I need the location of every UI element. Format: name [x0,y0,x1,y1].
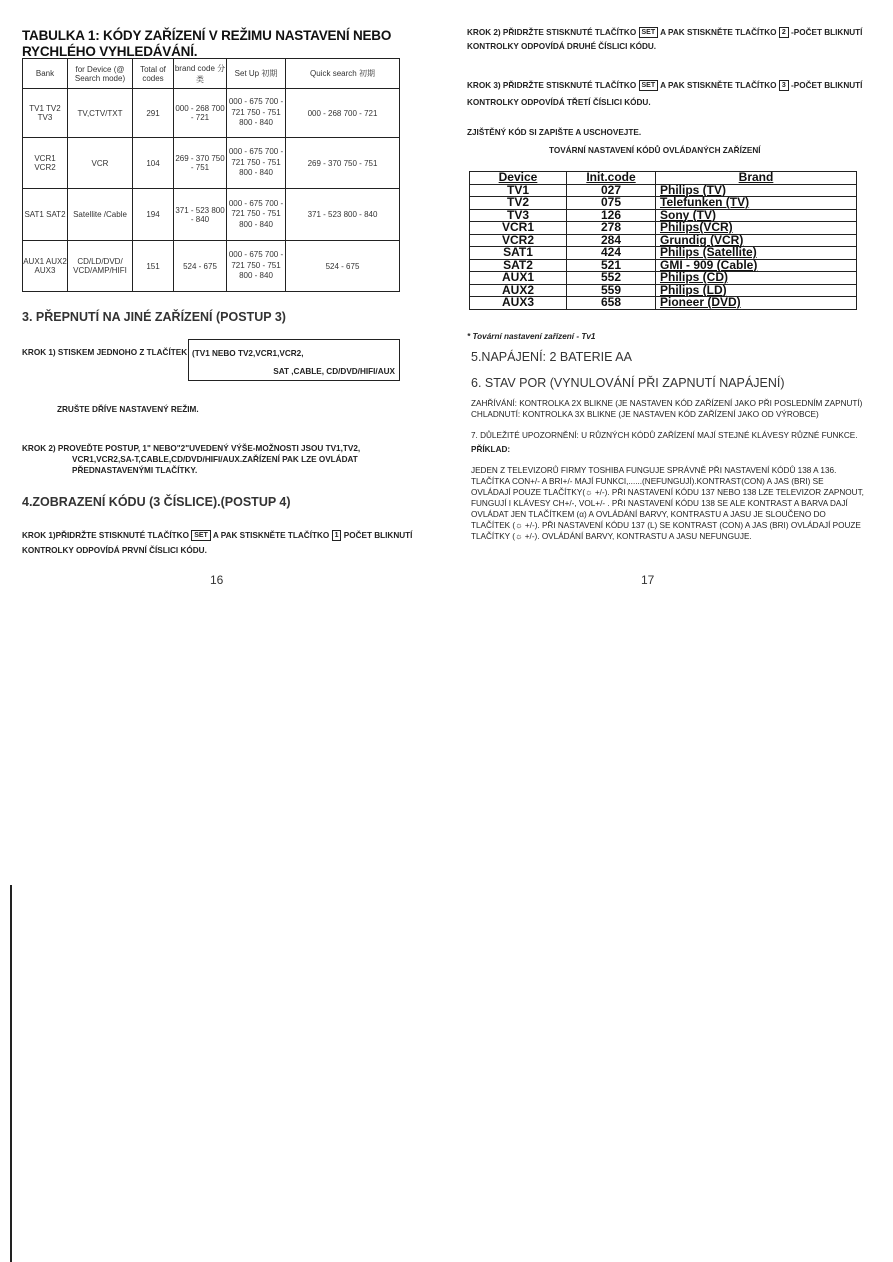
cell-total: 151 [133,241,174,292]
cell-device: AUX3 [470,297,567,310]
r-step2-b: A PAK STISKNĚTE TLAČÍTKO [660,28,777,37]
header-device: Device [470,172,567,185]
cell-code: 027 [567,184,656,197]
digit-3-key-icon: 3 [779,80,789,91]
section4-heading: 4.ZOBRAZENÍ KÓDU (3 ČÍSLICE).(POSTUP 4) [22,495,291,509]
set-key-icon: SET [639,80,659,91]
cell-device: VCR2 [470,234,567,247]
cell-code: 126 [567,209,656,222]
cell-code: 284 [567,234,656,247]
cell-code: 521 [567,259,656,272]
step2-line3: PŘEDNASTAVENÝMI TLAČÍTKY. [72,466,198,475]
s6-line2: CHLADNUTÍ: KONTROLKA 3X BLIKNE (JE NASTAVEN KÓD ZAŘÍZENÍ JAKO OD VÝROBCE) [471,410,819,419]
binder-edge-line [10,885,12,1262]
cell-setup: 000 - 675 700 - 721 750 - 751 800 - 840 [227,189,286,241]
cell-total: 291 [133,89,174,138]
digit-1-key-icon: 1 [332,530,342,541]
ex-line1: JEDEN Z TELEVIZORŮ FIRMY TOSHIBA FUNGUJE SPRÁVNĚ PŘI NASTAVENÍ KÓDŮ 138 A 136. [471,466,837,475]
s6-line1: ZAHŘÍVÁNÍ: KONTROLKA 2X BLIKNE (JE NASTAVEN KÓD ZAŘÍZENÍ JAKO PŘI POSLEDNÍM ZAPNUTÍ) [471,399,863,408]
note-found: ZJIŠTĚNÝ KÓD SI ZAPIŠTE A USCHOVEJTE. [467,128,642,137]
cell-device: TV3 [470,209,567,222]
cell-brand: Philips (CD) [656,272,857,285]
set-key-icon: SET [639,27,659,38]
table-row [23,189,400,241]
cancel-text: ZRUŠTE DŘÍVE NASTAVENÝ REŽIM. [57,405,199,414]
cell-brand: Telefunken (TV) [656,197,857,210]
cell-brand: Pioneer (DVD) [656,297,857,310]
cell-code: 075 [567,197,656,210]
s4-step1-c: POČET BLIKNUTÍ [343,531,413,540]
table-row [23,241,400,292]
cell-device: TV,CTV/TXT [68,89,133,138]
r-step2 [467,27,862,38]
cell-bank: VCR1 VCR2 [23,138,68,189]
header-total: Total of codes [133,59,174,89]
header-quick: Quick search 初期 [286,59,400,89]
ex-line6: TLAČÍTEK (☼ +/-). PŘI NASTAVENÍ KÓDU 137 (L) SE KONTRAST (CON) A JAS (BRI) OVLÁDAJÍ POUZE [471,521,861,530]
table2-caption: TOVÁRNÍ NASTAVENÍ KÓDŮ OVLÁDANÝCH ZAŘÍZENÍ [549,146,761,155]
header-bank: Bank [23,59,68,89]
device-code-table [22,58,400,292]
set-key-icon: SET [191,530,211,541]
ex-line3: OVLÁDAJÍ POUZE TLAČÍTKY(☼ +/-). PŘI NASTAVENÍ KÓDU 137 NEBO 138 LZE TELEVIZOR ZAPNOUT, [471,488,864,497]
cell-device: CD/LD/DVD/ VCD/AMP/HIFI [68,241,133,292]
cell-quick: 371 - 523 800 - 840 [286,189,400,241]
table-row [23,89,400,138]
cell-device: SAT1 [470,247,567,260]
ex-line7: TLAČÍTKY (☼ +/-). OVLÁDÁNÍ BARVY, KONTRASTU A JASU NEFUNGUJE. [471,532,752,541]
cell-bank: SAT1 SAT2 [23,189,68,241]
r-step3-line2: KONTROLKY ODPOVÍDÁ TŘETÍ ČÍSLICI KÓDU. [467,98,651,107]
cell-brand: Philips (Satellite) [656,247,857,260]
cell-quick: 269 - 370 750 - 751 [286,138,400,189]
page-number: 17 [641,573,655,587]
step2-line1: KROK 2) PROVEĎTE POSTUP, 1" NEBO"2"UVEDENÝ VÝŠE-MOŽNOSTI JSOU TV1,TV2, [22,444,361,453]
r-step3 [467,80,862,91]
r-step3-b: A PAK STISKNĚTE TLAČÍTKO [660,81,777,90]
cell-device: TV2 [470,197,567,210]
ex-line4: FUNGUJÍ I KLÁVESY CH+/-, VOL+/- . PŘI NASTAVENÍ KÓDU 138 SE ALE KONTRAST A BARVA DAJÍ [471,499,848,508]
section3-heading: 3. PŘEPNUTÍ NA JINÉ ZAŘÍZENÍ (POSTUP 3) [22,310,286,324]
s4-step1-line2: KONTROLKY ODPOVÍDÁ PRVNÍ ČÍSLICI KÓDU. [22,546,207,555]
cell-brand: Sony (TV) [656,209,857,222]
cell-device: TV1 [470,184,567,197]
step1-box [188,339,400,381]
cell-device: VCR [68,138,133,189]
cell-brand: Philips(VCR) [656,222,857,235]
header-brand: brand code 分类 [174,59,227,89]
cell-bank: AUX1 AUX2 AUX3 [23,241,68,292]
table-row [470,297,857,310]
cell-setup: 000 - 675 700 - 721 750 - 751 800 - 840 [227,138,286,189]
section6-heading: 6. STAV POR (VYNULOVÁNÍ PŘI ZAPNUTÍ NAPÁJENÍ) [471,376,785,390]
cell-bank: TV1 TV2 TV3 [23,89,68,138]
cell-device: Satellite /Cable [68,189,133,241]
cell-code: 278 [567,222,656,235]
cell-brand: 269 - 370 750 - 751 [174,138,227,189]
table1-heading: TABULKA 1: KÓDY ZAŘÍZENÍ V REŽIMU NASTAVENÍ NEBO RYCHLÉHO VYHLEDÁVÁNÍ. [22,28,392,59]
page-number: 16 [210,573,224,587]
digit-2-key-icon: 2 [779,27,789,38]
header-setup: Set Up 初期 [227,59,286,89]
step1-label: KROK 1) STISKEM JEDNOHO Z TLAČÍTEK [22,348,188,357]
cell-device: AUX2 [470,284,567,297]
cell-setup: 000 - 675 700 - 721 750 - 751 800 - 840 [227,241,286,292]
step2-line2: VCR1,VCR2,SA-T,CABLE,CD/DVD/HIFI/AUX.ZAŘÍZENÍ PAK LZE OVLÁDAT [72,455,358,464]
table-row [23,138,400,189]
cell-total: 104 [133,138,174,189]
cell-setup: 000 - 675 700 - 721 750 - 751 800 - 840 [227,89,286,138]
cell-code: 424 [567,247,656,260]
r-step2-a: KROK 2) PŘIDRŽTE STISKNUTÉ TLAČÍTKO [467,28,637,37]
section7-heading: 7. DŮLEŽITÉ UPOZORNĚNÍ: U RŮZNÝCH KÓDŮ ZAŘÍZENÍ MAJÍ STEJNÉ KLÁVESY RŮZNÉ FUNKCE. [471,431,858,440]
footnote: * Tovární nastavení zařízení - Tv1 [467,332,596,341]
cell-code: 559 [567,284,656,297]
step1-box-line1: (TV1 NEBO TV2,VCR1,VCR2, [192,349,304,358]
cell-brand: 371 - 523 800 - 840 [174,189,227,241]
r-step2-line2: KONTROLKY ODPOVÍDÁ DRUHÉ ČÍSLICI KÓDU. [467,42,657,51]
step1-box-line2: SAT ,CABLE, CD/DVD/HIFI/AUX [273,367,395,376]
cell-brand: 524 - 675 [174,241,227,292]
cell-quick: 000 - 268 700 - 721 [286,89,400,138]
r-step3-a: KROK 3) PŘIDRŽTE STISKNUTÉ TLAČÍTKO [467,81,637,90]
cell-code: 658 [567,297,656,310]
r-step3-c: -POČET BLIKNUTÍ [791,81,863,90]
ex-line2: TLAČÍTKA CON+/- A BRI+/- MAJÍ FUNKCI,......(NEFUNGUJÍ).KONTRAST(CON) A JAS (BRI) SE [471,477,824,486]
s4-step1-b: A PAK STISKNĚTE TLAČÍTKO [212,531,330,540]
cell-device: AUX1 [470,272,567,285]
cell-device: SAT2 [470,259,567,272]
cell-quick: 524 - 675 [286,241,400,292]
s4-step1-a: KROK 1)PŘIDRŽTE STISKNUTÉ TLAČÍTKO [22,531,189,540]
factory-codes-table [469,171,857,310]
s4-step1 [22,530,412,541]
cell-device: VCR1 [470,222,567,235]
section5-heading: 5.NAPÁJENÍ: 2 BATERIE AA [471,350,632,364]
example-label: PŘÍKLAD: [471,445,511,454]
cell-brand: GMI - 909 (Cable) [656,259,857,272]
header-init-code: Init.code [567,172,656,185]
cell-code: 552 [567,272,656,285]
header-device: for Device (@ Search mode) [68,59,133,89]
cell-brand: Philips (TV) [656,184,857,197]
cell-brand: Grundig (VCR) [656,234,857,247]
ex-line5: OVLÁDAT JEN TLAČÍTKEM (α) A OVLÁDÁNÍ BARVY, KONTRASTU A JASU JE SLOUČENO DO [471,510,826,519]
cell-brand: 000 - 268 700 - 721 [174,89,227,138]
header-brand: Brand [656,172,857,185]
r-step2-c: -POČET BLIKNUTÍ [791,28,863,37]
cell-total: 194 [133,189,174,241]
cell-brand: Philips (LD) [656,284,857,297]
